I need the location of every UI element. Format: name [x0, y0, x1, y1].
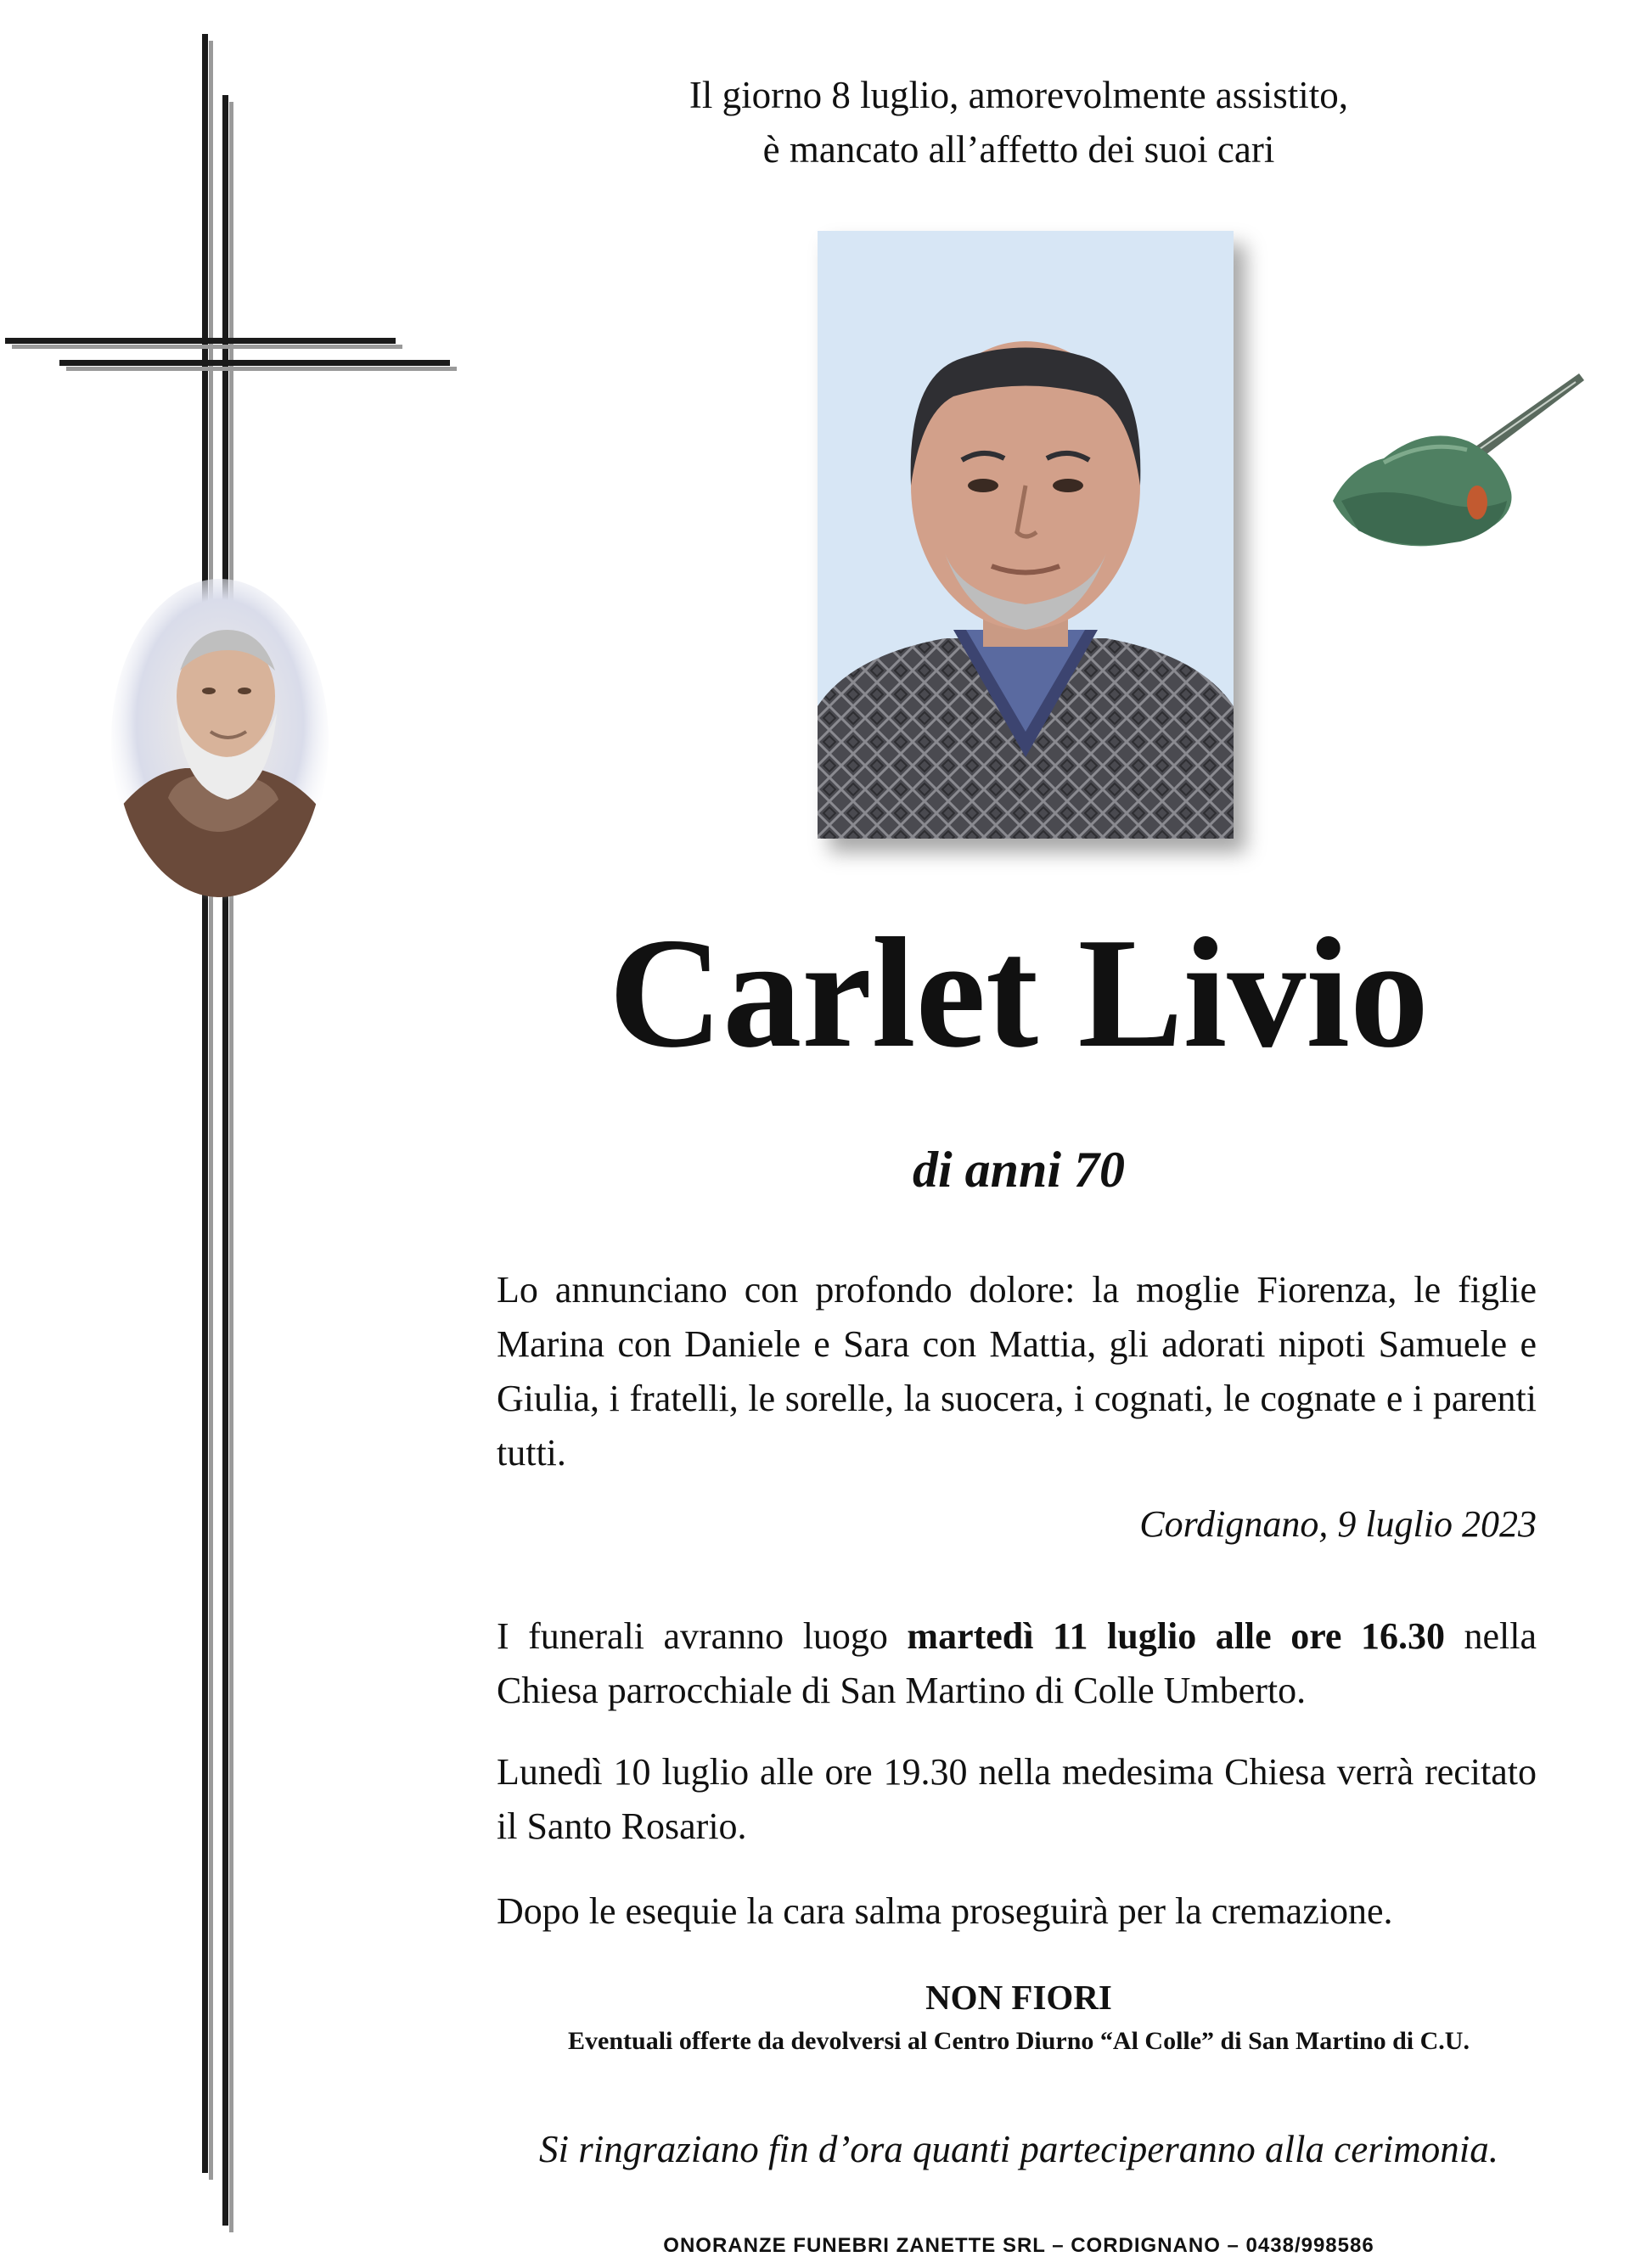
funeral-prefix: I funerali avranno luogo — [497, 1615, 908, 1657]
place-date: Cordignano, 9 luglio 2023 — [1139, 1503, 1537, 1545]
intro-line-2: è mancato all’affetto dei suoi cari — [762, 128, 1275, 171]
funeral-date-time: martedì 11 luglio alle ore 16.30 — [907, 1615, 1445, 1657]
cremation-info: Dopo le esequie la cara salma proseguirà per la cremazione. — [497, 1890, 1393, 1932]
deceased-name: Carlet Livio — [609, 906, 1429, 1081]
deceased-age: di anni 70 — [912, 1142, 1126, 1198]
funeral-suffix: nella Chiesa parrocchiale di San Martino di Colle Umberto. — [497, 1615, 1537, 1711]
deceased-photo — [818, 231, 1234, 839]
announcement-text: Lo annunciano con profondo dolore: la moglie Fiorenza, le figlie Marina con Daniele e Sara con Mattia, gli adorati nipoti Samuele e Giulia, i fratelli, le sorelle, la suocera, i cognati, le cognate e i parenti tutti. — [497, 1269, 1537, 1474]
cross-icon — [0, 0, 475, 2224]
funeral-info — [497, 1609, 1537, 1718]
non-fiori-heading: NON FIORI — [925, 1978, 1112, 2017]
intro-line-1: Il giorno 8 luglio, amorevolmente assistito, — [689, 74, 1349, 116]
intro-text — [475, 68, 1562, 177]
padre-pio-portrait — [109, 577, 331, 904]
funeral-home-footer: ONORANZE FUNEBRI ZANETTE SRL – CORDIGNANO – 0438/998586 — [663, 2234, 1374, 2257]
offerte-text: Eventuali offerte da devolversi al Centro Diurno “Al Colle” di San Martino di C.U. — [568, 2027, 1470, 2055]
thanks-text: Si ringraziano fin d’ora quanti parteciperanno alla cerimonia. — [539, 2128, 1498, 2170]
rosary-info: Lunedì 10 luglio alle ore 19.30 nella medesima Chiesa verrà recitato il Santo Rosario. — [497, 1751, 1537, 1847]
alpine-hat-icon — [1333, 373, 1588, 552]
